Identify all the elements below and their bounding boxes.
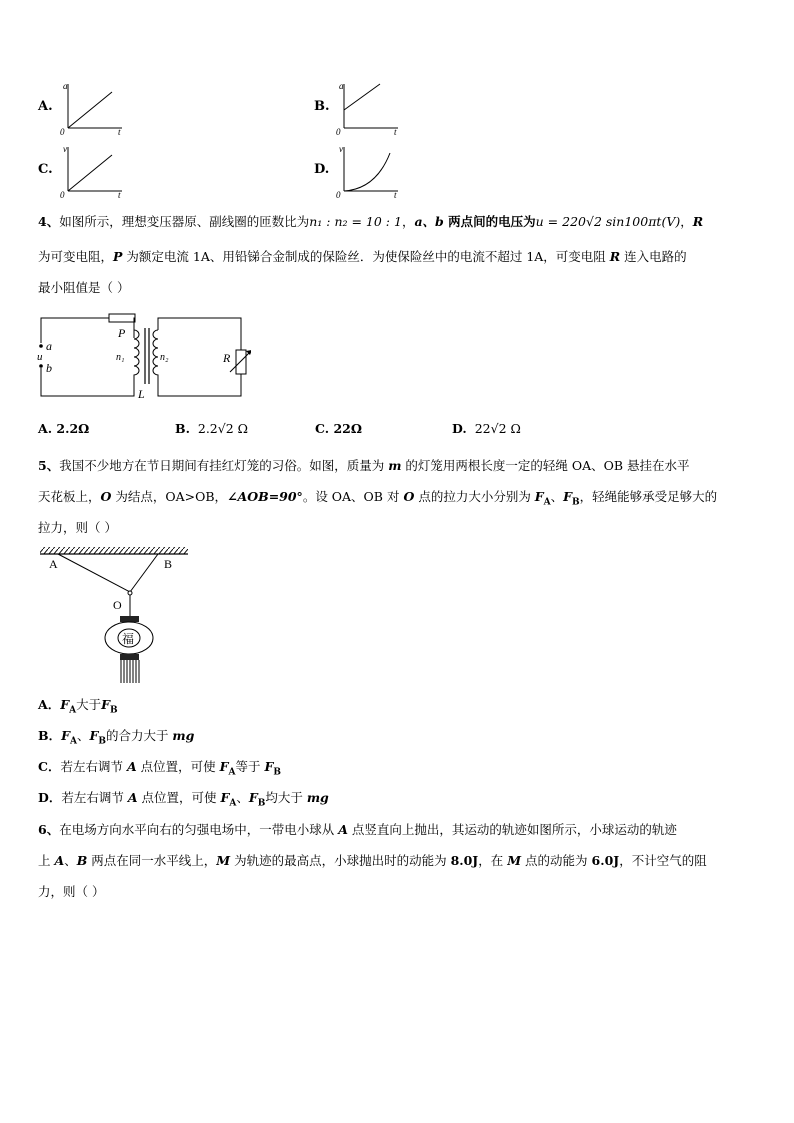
- q5-option-c-eq: 等于: [235, 759, 265, 774]
- q5-text-2a: 天花板上，: [38, 489, 101, 504]
- label-o-point: O: [113, 598, 122, 612]
- ceiling-hatch: [40, 547, 188, 554]
- q5-c-fa-sub: A: [228, 767, 236, 778]
- q4-text-2a: 为可变电阻，: [38, 249, 114, 264]
- q6-ek-m: 6.0J: [591, 853, 620, 868]
- q4-option-d-letter: D.: [452, 421, 467, 436]
- label-b: b: [46, 361, 52, 375]
- q3-a-origin: 0: [60, 127, 65, 136]
- rope-oa: [58, 554, 130, 592]
- q5-text-2e: ，轻绳能够承受足够大的: [579, 489, 718, 504]
- label-a: a: [46, 339, 52, 353]
- q5-fb-sub: B: [572, 497, 580, 508]
- q5-symbol-fa: F: [534, 489, 544, 504]
- q5-text-2c: 。设 OA、OB 对: [302, 489, 404, 504]
- q4-option-a-value: 2.2Ω: [56, 421, 90, 436]
- q3-d-origin: 0: [336, 190, 341, 199]
- q3-c-origin: 0: [60, 190, 65, 199]
- q6-symbol-a-2: A: [54, 853, 65, 868]
- q3-b-yaxis: a: [339, 81, 344, 91]
- fuse-p-shape: [109, 314, 135, 322]
- q5-b-sep: 、: [76, 728, 90, 743]
- q5-option-c[interactable]: [38, 759, 281, 781]
- q6-sep: 、: [64, 853, 77, 868]
- lantern-base: [120, 654, 139, 660]
- q4-transformer-circuit: [36, 308, 251, 404]
- lantern-character: 福: [122, 632, 135, 646]
- q5-symbol-fb: F: [563, 489, 573, 504]
- q4-turn-ratio: n₁ : n₂ = 10 : 1: [309, 214, 402, 229]
- q3-option-b-letter: B.: [314, 99, 330, 114]
- q5-line-2: [38, 489, 717, 511]
- q4-text-1b: ，: [401, 214, 415, 229]
- q5-lantern-figure: [38, 543, 190, 686]
- q3-option-b-graph: [336, 80, 406, 136]
- q5-text-1a: 我国不少地方在节日期间有挂红灯笼的习俗。如图，质量为: [59, 458, 389, 473]
- q3-option-c-graph: [60, 143, 130, 199]
- q6-ek-initial: 8.0J: [450, 853, 479, 868]
- q5-option-c-pre: 若左右调节: [60, 759, 127, 774]
- q5-option-c-letter: C．: [38, 759, 61, 774]
- q3-option-d-graph: [336, 143, 406, 199]
- q5-symbol-o: O: [100, 489, 112, 504]
- q5-c-fb: F: [264, 759, 274, 774]
- rope-ob: [130, 554, 158, 592]
- q6-number: 6、: [38, 822, 60, 837]
- q6-text-2d: ，在: [478, 853, 508, 868]
- q5-d-fb: F: [248, 790, 258, 805]
- variable-resistor-shape: [236, 350, 246, 374]
- q3-b-xaxis: t: [394, 127, 397, 136]
- q3-option-d-letter: D.: [314, 162, 330, 177]
- q4-option-b-value: 2.2√2 Ω: [197, 421, 249, 436]
- q5-c-fa: F: [219, 759, 229, 774]
- q5-option-c-a: A: [126, 759, 137, 774]
- q5-d-fa: F: [220, 790, 230, 805]
- q5-option-b-letter: B．: [38, 728, 62, 743]
- q5-option-a-letter: A．: [38, 697, 61, 712]
- lantern-tassels: [121, 660, 139, 683]
- q6-text-1a: 在电场方向水平向右的匀强电场中，一带电小球从: [59, 822, 339, 837]
- q4-option-b-letter: B.: [175, 421, 190, 436]
- q4-option-d-value: 22√2 Ω: [474, 421, 521, 436]
- q5-sep: 、: [550, 489, 564, 504]
- q5-angle: ∠AOB=90°: [227, 489, 303, 504]
- q4-number: 4、: [38, 214, 60, 229]
- q4-symbol-p: P: [113, 249, 123, 264]
- q4-voltage-formula: u = 220√2 sin100πt(V): [535, 214, 681, 229]
- q4-points-ab: a、b: [414, 214, 444, 229]
- q5-b-fb-sub: B: [98, 736, 106, 747]
- q6-text-2e: 点的动能为: [521, 853, 592, 868]
- q6-line-3: 力，则（ ）: [38, 884, 105, 899]
- q6-text-2f: ，不计空气的阻: [619, 853, 707, 868]
- q5-option-d-a: A: [127, 790, 138, 805]
- q4-option-a-letter: A.: [38, 421, 53, 436]
- q6-symbol-a: A: [338, 822, 348, 837]
- q5-b-fb: F: [89, 728, 99, 743]
- q3-a-yaxis: a: [63, 81, 68, 91]
- lantern-cap: [120, 616, 139, 622]
- q6-text-2c: 为轨迹的最高点，小球抛出时的动能为: [230, 853, 451, 868]
- label-r: R: [223, 351, 231, 365]
- label-p: P: [118, 326, 126, 340]
- q5-text-1b: 的灯笼用两根长度一定的轻绳 OA、OB 悬挂在水平: [401, 458, 690, 473]
- q4-option-b[interactable]: [175, 421, 248, 437]
- q6-text-2b: 两点在同一水平线上，: [87, 853, 217, 868]
- q6-symbol-m: M: [216, 853, 231, 868]
- q5-line-1: [38, 458, 690, 474]
- label-n1: n₁: [116, 352, 125, 363]
- q6-text-2a: 上: [38, 853, 55, 868]
- q6-line-2: [38, 853, 707, 869]
- label-l: L: [138, 387, 145, 401]
- q4-text-1a: 如图所示，理想变压器原、副线圈的匝数比为: [59, 214, 310, 229]
- q5-symbol-m: m: [388, 458, 402, 473]
- q4-symbol-r-2: R: [609, 249, 621, 264]
- q5-option-a-text: 大于: [76, 697, 102, 712]
- q4-text-1d: ，: [680, 214, 693, 229]
- q5-option-b[interactable]: [38, 728, 194, 750]
- q4-line-1: [38, 214, 703, 230]
- q3-b-origin: 0: [336, 127, 341, 136]
- q5-b-fa: F: [61, 728, 70, 743]
- q5-option-d-letter: D．: [38, 790, 62, 805]
- q6-symbol-b: B: [76, 853, 88, 868]
- q4-line-3: 最小阻值是（ ）: [38, 280, 130, 295]
- q3-option-a-letter: A.: [38, 99, 53, 114]
- q4-text-2c: 连入电路的: [620, 249, 687, 264]
- q3-d-xaxis: t: [394, 190, 397, 199]
- q6-symbol-m-2: M: [507, 853, 522, 868]
- q5-option-d-pre: 若左右调节: [61, 790, 128, 805]
- q5-text-2d: 点的拉力大小分别为: [414, 489, 535, 504]
- q5-number: 5、: [38, 458, 60, 473]
- q5-symbol-o-2: O: [403, 489, 415, 504]
- label-b-point: B: [164, 557, 173, 571]
- q3-option-a-graph: [60, 80, 130, 136]
- q5-d-sep: 、: [236, 790, 249, 805]
- q5-a-fb-sub: B: [109, 705, 118, 716]
- q4-option-a[interactable]: [38, 421, 89, 437]
- label-n2: n₂: [160, 352, 169, 363]
- label-u: u: [37, 351, 43, 363]
- q4-symbol-r: R: [692, 214, 704, 229]
- q5-option-d-mid: 点位置，可使: [137, 790, 221, 805]
- q4-option-c[interactable]: [315, 421, 362, 437]
- q5-option-b-text: 的合力大于: [105, 728, 173, 743]
- q5-text-2b: 为结点，OA>OB，: [111, 489, 228, 504]
- q5-a-fb: F: [101, 697, 110, 712]
- q5-a-fa-sub: A: [69, 705, 77, 716]
- q4-line-2: [38, 249, 687, 265]
- q5-line-3: 拉力，则（ ）: [38, 520, 117, 535]
- q3-c-xaxis: t: [118, 190, 121, 199]
- q5-b-fa-sub: A: [69, 736, 77, 747]
- q3-option-c-letter: C.: [38, 162, 53, 177]
- q4-option-c-value: 22Ω: [333, 421, 362, 436]
- q4-text-2b: 为额定电流 1A、用铅锑合金制成的保险丝．为使保险丝中的电流不超过 1A，可变电阻: [122, 249, 610, 264]
- q6-text-1b: 点竖直向上抛出，其运动的轨迹如图所示，小球运动的轨迹: [347, 822, 677, 837]
- q5-option-d[interactable]: [38, 790, 329, 812]
- q5-d-fa-sub: A: [229, 798, 237, 809]
- q5-option-c-mid: 点位置，可使: [136, 759, 220, 774]
- q5-option-b-mg: mg: [172, 728, 195, 743]
- q5-d-fb-sub: B: [257, 798, 266, 809]
- q5-option-d-mg: mg: [306, 790, 329, 805]
- q5-c-fb-sub: B: [273, 767, 281, 778]
- q4-option-c-letter: C.: [315, 421, 330, 436]
- label-a-point: A: [49, 557, 58, 571]
- q3-a-xaxis: t: [118, 127, 121, 136]
- q5-option-a[interactable]: [38, 697, 118, 719]
- q4-option-d[interactable]: [452, 421, 521, 437]
- q5-a-fa: F: [60, 697, 70, 712]
- q6-line-1: [38, 822, 677, 838]
- q5-fa-sub: A: [543, 497, 551, 508]
- q4-text-1c: 两点间的电压为: [443, 214, 536, 229]
- q5-option-d-post: 均大于: [265, 790, 307, 805]
- q3-d-yaxis: v: [339, 144, 343, 154]
- q3-c-yaxis: v: [63, 144, 67, 154]
